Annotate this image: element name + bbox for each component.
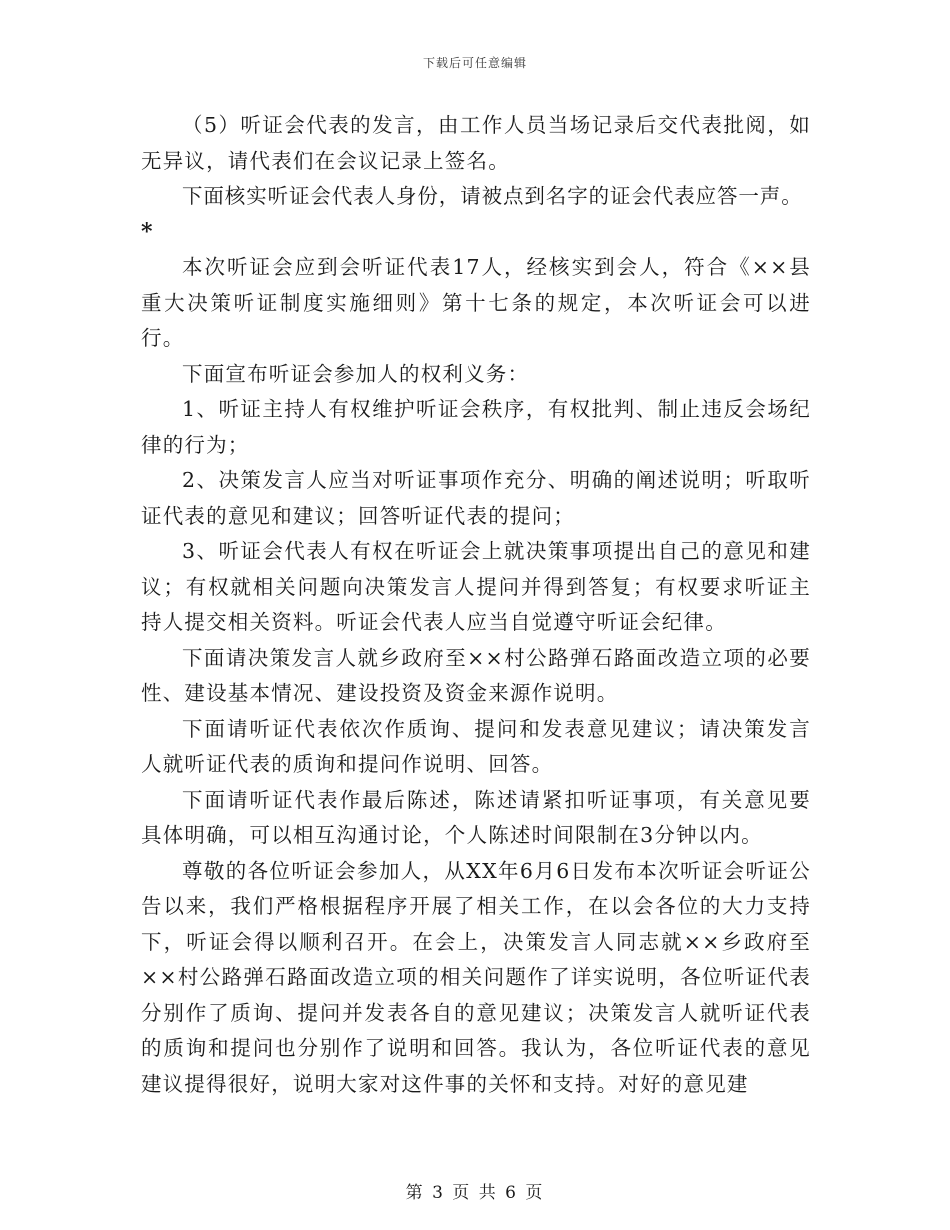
paragraph-right-2: 2、决策发言人应当对听证事项作充分、明确的阐述说明；听取听证代表的意见和建议；回答听证代表的提问； — [141, 468, 811, 528]
paragraph-speech-recording: （5）听证会代表的发言，由工作人员当场记录后交代表批阅，如无异议，请代表们在会议记录上签名。 — [141, 113, 811, 173]
paragraph-right-3: 3、听证会代表人有权在听证会上就决策事项提出自己的意见和建议；有权就相关问题向决策发言人提问并得到答复；有权要求听证主持人提交相关资料。听证会代表人应当自觉遵守听证会纪律。 — [141, 539, 811, 634]
paragraph-decision-explain: 下面请决策发言人就乡政府至××村公路弹石路面改造立项的必要性、建设基本情况、建设投资及资金来源作说明。 — [141, 645, 811, 705]
paragraph-verify-identity: 下面核实听证会代表人身份，请被点到名字的证会代表应答一声。 — [182, 184, 803, 208]
page-header: 下载后可任意编辑 — [422, 56, 527, 70]
paragraph-attendance: 本次听证会应到会听证代表17人，经核实到会人，符合《××县重大决策听证制度实施细则》第十七条的规定，本次听证会可以进行。 — [141, 255, 811, 350]
paragraph-closing-remarks: 尊敬的各位听证会参加人，从XX年6月6日发布本次听证会听证公告以来，我们严格根据程序开展了相关工作，在以会各位的大力支持下，听证会得以顺利召开。在会上，决策发言人同志就××乡政府至××村公路弹石路面改造立项的相关问题作了详实说明，各位听证代表分别作了质询、提问并发表各自的意见建议；决策发言人就听证代表的质询和提问也分别作了说明和回答。我认为，各位听证代表的意见建议提得很好，说明大家对这件事的关怀和支持。对好的意见建 — [141, 858, 811, 1096]
paragraph-final-statement: 下面请听证代表作最后陈述，陈述请紧扣听证事项，有关意见要具体明确，可以相互沟通讨论，个人陈述时间限制在3分钟以内。 — [141, 787, 811, 847]
document-body — [141, 108, 811, 1102]
paragraph-rights-intro: 下面宣布听证会参加人的权利义务： — [182, 361, 530, 386]
paragraph-questioning: 下面请听证代表依次作质询、提问和发表意见建议；请决策发言人就听证代表的质询和提问作说明、回答。 — [141, 716, 811, 776]
paragraph-right-1: 1、听证主持人有权维护听证会秩序，有权批判、制止违反会场纪律的行为； — [141, 397, 811, 457]
page-footer: 第 3 页 共 6 页 — [405, 1183, 545, 1203]
asterisk-mark: * — [141, 218, 154, 245]
